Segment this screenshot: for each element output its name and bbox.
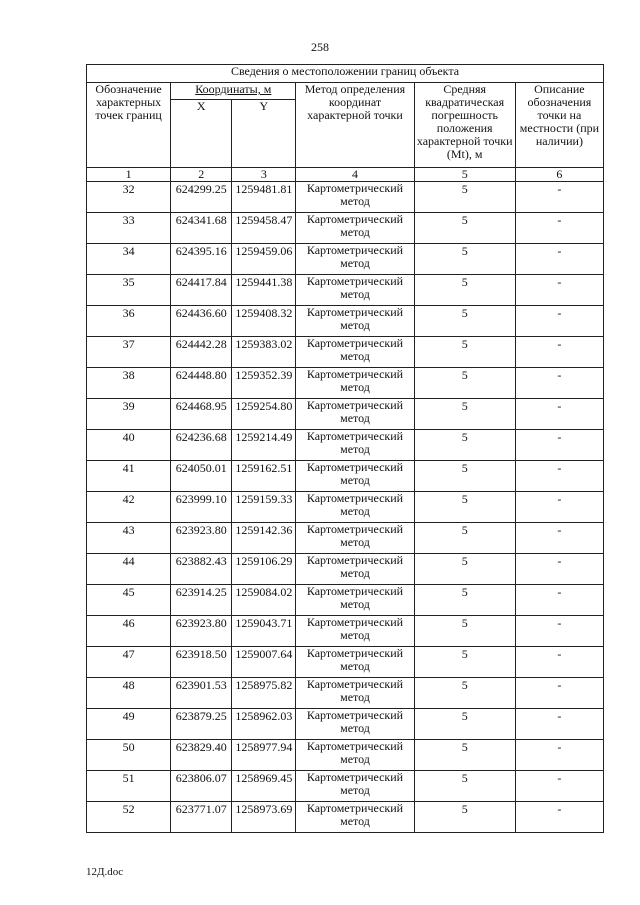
point-cell: 37: [87, 337, 171, 368]
method-cell: Картометрический метод: [296, 616, 414, 647]
method-cell: Картометрический метод: [296, 368, 414, 399]
x-coordinate-cell: 624341.68: [171, 213, 232, 244]
method-cell: Картометрический метод: [296, 213, 414, 244]
table-row: [87, 802, 604, 833]
header-accuracy: Средняя квадратическая погрешность положения характерной точки (Mt), м: [414, 83, 515, 168]
point-cell: 35: [87, 275, 171, 306]
y-coordinate-cell: 1258962.03: [232, 709, 296, 740]
accuracy-cell: 5: [414, 585, 515, 616]
method-cell: Картометрический метод: [296, 678, 414, 709]
table-row: [87, 182, 604, 213]
accuracy-cell: 5: [414, 244, 515, 275]
column-number: 6: [515, 168, 603, 182]
table-row: [87, 523, 604, 554]
table-row: [87, 461, 604, 492]
accuracy-cell: 5: [414, 337, 515, 368]
description-cell: -: [515, 461, 603, 492]
description-cell: -: [515, 244, 603, 275]
x-coordinate-cell: 624448.80: [171, 368, 232, 399]
method-cell: Картометрический метод: [296, 647, 414, 678]
table-row: [87, 492, 604, 523]
y-coordinate-cell: 1259007.64: [232, 647, 296, 678]
accuracy-cell: 5: [414, 554, 515, 585]
y-coordinate-cell: 1259459.06: [232, 244, 296, 275]
table-row: [87, 585, 604, 616]
accuracy-cell: 5: [414, 213, 515, 244]
point-cell: 40: [87, 430, 171, 461]
x-coordinate-cell: 624442.28: [171, 337, 232, 368]
y-coordinate-cell: 1258975.82: [232, 678, 296, 709]
accuracy-cell: 5: [414, 306, 515, 337]
table-row: [87, 709, 604, 740]
table-row: [87, 399, 604, 430]
description-cell: -: [515, 275, 603, 306]
column-number: 2: [171, 168, 232, 182]
table-row: [87, 337, 604, 368]
y-coordinate-cell: 1258969.45: [232, 771, 296, 802]
description-cell: -: [515, 678, 603, 709]
accuracy-cell: 5: [414, 461, 515, 492]
x-coordinate-cell: 624417.84: [171, 275, 232, 306]
header-method: Метод определения координат характерной точки: [296, 83, 414, 168]
method-cell: Картометрический метод: [296, 523, 414, 554]
table-row: [87, 647, 604, 678]
x-coordinate-cell: 623771.07: [171, 802, 232, 833]
accuracy-cell: 5: [414, 492, 515, 523]
y-coordinate-cell: 1259254.80: [232, 399, 296, 430]
accuracy-cell: 5: [414, 430, 515, 461]
point-cell: 38: [87, 368, 171, 399]
point-cell: 34: [87, 244, 171, 275]
point-cell: 41: [87, 461, 171, 492]
x-coordinate-cell: 623879.25: [171, 709, 232, 740]
x-coordinate-cell: 624436.60: [171, 306, 232, 337]
description-cell: -: [515, 368, 603, 399]
method-cell: Картометрический метод: [296, 430, 414, 461]
method-cell: Картометрический метод: [296, 337, 414, 368]
document-filename: 12Д.doc: [86, 866, 124, 878]
accuracy-cell: 5: [414, 647, 515, 678]
point-cell: 46: [87, 616, 171, 647]
point-cell: 48: [87, 678, 171, 709]
x-coordinate-cell: 623923.80: [171, 523, 232, 554]
accuracy-cell: 5: [414, 616, 515, 647]
point-cell: 50: [87, 740, 171, 771]
y-coordinate-cell: 1259142.36: [232, 523, 296, 554]
y-coordinate-cell: 1259481.81: [232, 182, 296, 213]
y-coordinate-cell: 1259043.71: [232, 616, 296, 647]
description-cell: -: [515, 585, 603, 616]
y-coordinate-cell: 1259214.49: [232, 430, 296, 461]
column-number: 4: [296, 168, 414, 182]
table-body: [87, 182, 604, 833]
point-cell: 49: [87, 709, 171, 740]
header-x: X: [171, 100, 232, 168]
table-row: [87, 678, 604, 709]
method-cell: Картометрический метод: [296, 709, 414, 740]
column-number-row: [87, 168, 604, 182]
y-coordinate-cell: 1259458.47: [232, 213, 296, 244]
description-cell: -: [515, 616, 603, 647]
point-cell: 43: [87, 523, 171, 554]
description-cell: -: [515, 182, 603, 213]
description-cell: -: [515, 430, 603, 461]
x-coordinate-cell: 624236.68: [171, 430, 232, 461]
table-row: [87, 616, 604, 647]
table-row: [87, 740, 604, 771]
description-cell: -: [515, 740, 603, 771]
description-cell: -: [515, 523, 603, 554]
accuracy-cell: 5: [414, 678, 515, 709]
accuracy-cell: 5: [414, 740, 515, 771]
point-cell: 44: [87, 554, 171, 585]
table-row: [87, 430, 604, 461]
point-cell: 39: [87, 399, 171, 430]
x-coordinate-cell: 624468.95: [171, 399, 232, 430]
column-number: 5: [414, 168, 515, 182]
y-coordinate-cell: 1259383.02: [232, 337, 296, 368]
accuracy-cell: 5: [414, 368, 515, 399]
description-cell: -: [515, 554, 603, 585]
y-coordinate-cell: 1259408.32: [232, 306, 296, 337]
method-cell: Картометрический метод: [296, 244, 414, 275]
header-designation: Обозначение характерных точек границ: [87, 83, 171, 168]
point-cell: 52: [87, 802, 171, 833]
description-cell: -: [515, 306, 603, 337]
description-cell: -: [515, 647, 603, 678]
description-cell: -: [515, 399, 603, 430]
header-y: Y: [232, 100, 296, 168]
description-cell: -: [515, 213, 603, 244]
accuracy-cell: 5: [414, 802, 515, 833]
method-cell: Картометрический метод: [296, 492, 414, 523]
y-coordinate-cell: 1258977.94: [232, 740, 296, 771]
method-cell: Картометрический метод: [296, 554, 414, 585]
method-cell: Картометрический метод: [296, 802, 414, 833]
table-row: [87, 213, 604, 244]
point-cell: 32: [87, 182, 171, 213]
x-coordinate-cell: 624395.16: [171, 244, 232, 275]
accuracy-cell: 5: [414, 182, 515, 213]
column-number: 3: [232, 168, 296, 182]
accuracy-cell: 5: [414, 709, 515, 740]
method-cell: Картометрический метод: [296, 306, 414, 337]
y-coordinate-cell: 1258973.69: [232, 802, 296, 833]
point-cell: 33: [87, 213, 171, 244]
table-row: [87, 771, 604, 802]
point-cell: 36: [87, 306, 171, 337]
description-cell: -: [515, 771, 603, 802]
description-cell: -: [515, 492, 603, 523]
description-cell: -: [515, 802, 603, 833]
y-coordinate-cell: 1259162.51: [232, 461, 296, 492]
x-coordinate-cell: 623999.10: [171, 492, 232, 523]
accuracy-cell: 5: [414, 523, 515, 554]
table-title: Сведения о местоположении границ объекта: [87, 65, 604, 83]
boundary-coordinates-table: [86, 64, 604, 833]
method-cell: Картометрический метод: [296, 399, 414, 430]
x-coordinate-cell: 623914.25: [171, 585, 232, 616]
method-cell: Картометрический метод: [296, 182, 414, 213]
accuracy-cell: 5: [414, 275, 515, 306]
y-coordinate-cell: 1259084.02: [232, 585, 296, 616]
method-cell: Картометрический метод: [296, 771, 414, 802]
column-number: 1: [87, 168, 171, 182]
method-cell: Картометрический метод: [296, 585, 414, 616]
header-description: Описание обозначения точки на местности (при наличии): [515, 83, 603, 168]
description-cell: -: [515, 709, 603, 740]
table-row: [87, 306, 604, 337]
x-coordinate-cell: 623901.53: [171, 678, 232, 709]
x-coordinate-cell: 623882.43: [171, 554, 232, 585]
x-coordinate-cell: 623918.50: [171, 647, 232, 678]
page-number: 258: [311, 40, 329, 54]
method-cell: Картометрический метод: [296, 740, 414, 771]
y-coordinate-cell: 1259106.29: [232, 554, 296, 585]
y-coordinate-cell: 1259159.33: [232, 492, 296, 523]
method-cell: Картометрический метод: [296, 461, 414, 492]
y-coordinate-cell: 1259352.39: [232, 368, 296, 399]
accuracy-cell: 5: [414, 399, 515, 430]
accuracy-cell: 5: [414, 771, 515, 802]
header-coordinates: Координаты, м: [171, 83, 296, 100]
x-coordinate-cell: 624299.25: [171, 182, 232, 213]
x-coordinate-cell: 623923.80: [171, 616, 232, 647]
table-row: [87, 554, 604, 585]
x-coordinate-cell: 623806.07: [171, 771, 232, 802]
point-cell: 45: [87, 585, 171, 616]
table-row: [87, 275, 604, 306]
description-cell: -: [515, 337, 603, 368]
point-cell: 42: [87, 492, 171, 523]
table-row: [87, 244, 604, 275]
y-coordinate-cell: 1259441.38: [232, 275, 296, 306]
x-coordinate-cell: 624050.01: [171, 461, 232, 492]
point-cell: 51: [87, 771, 171, 802]
method-cell: Картометрический метод: [296, 275, 414, 306]
table-row: [87, 368, 604, 399]
point-cell: 47: [87, 647, 171, 678]
x-coordinate-cell: 623829.40: [171, 740, 232, 771]
